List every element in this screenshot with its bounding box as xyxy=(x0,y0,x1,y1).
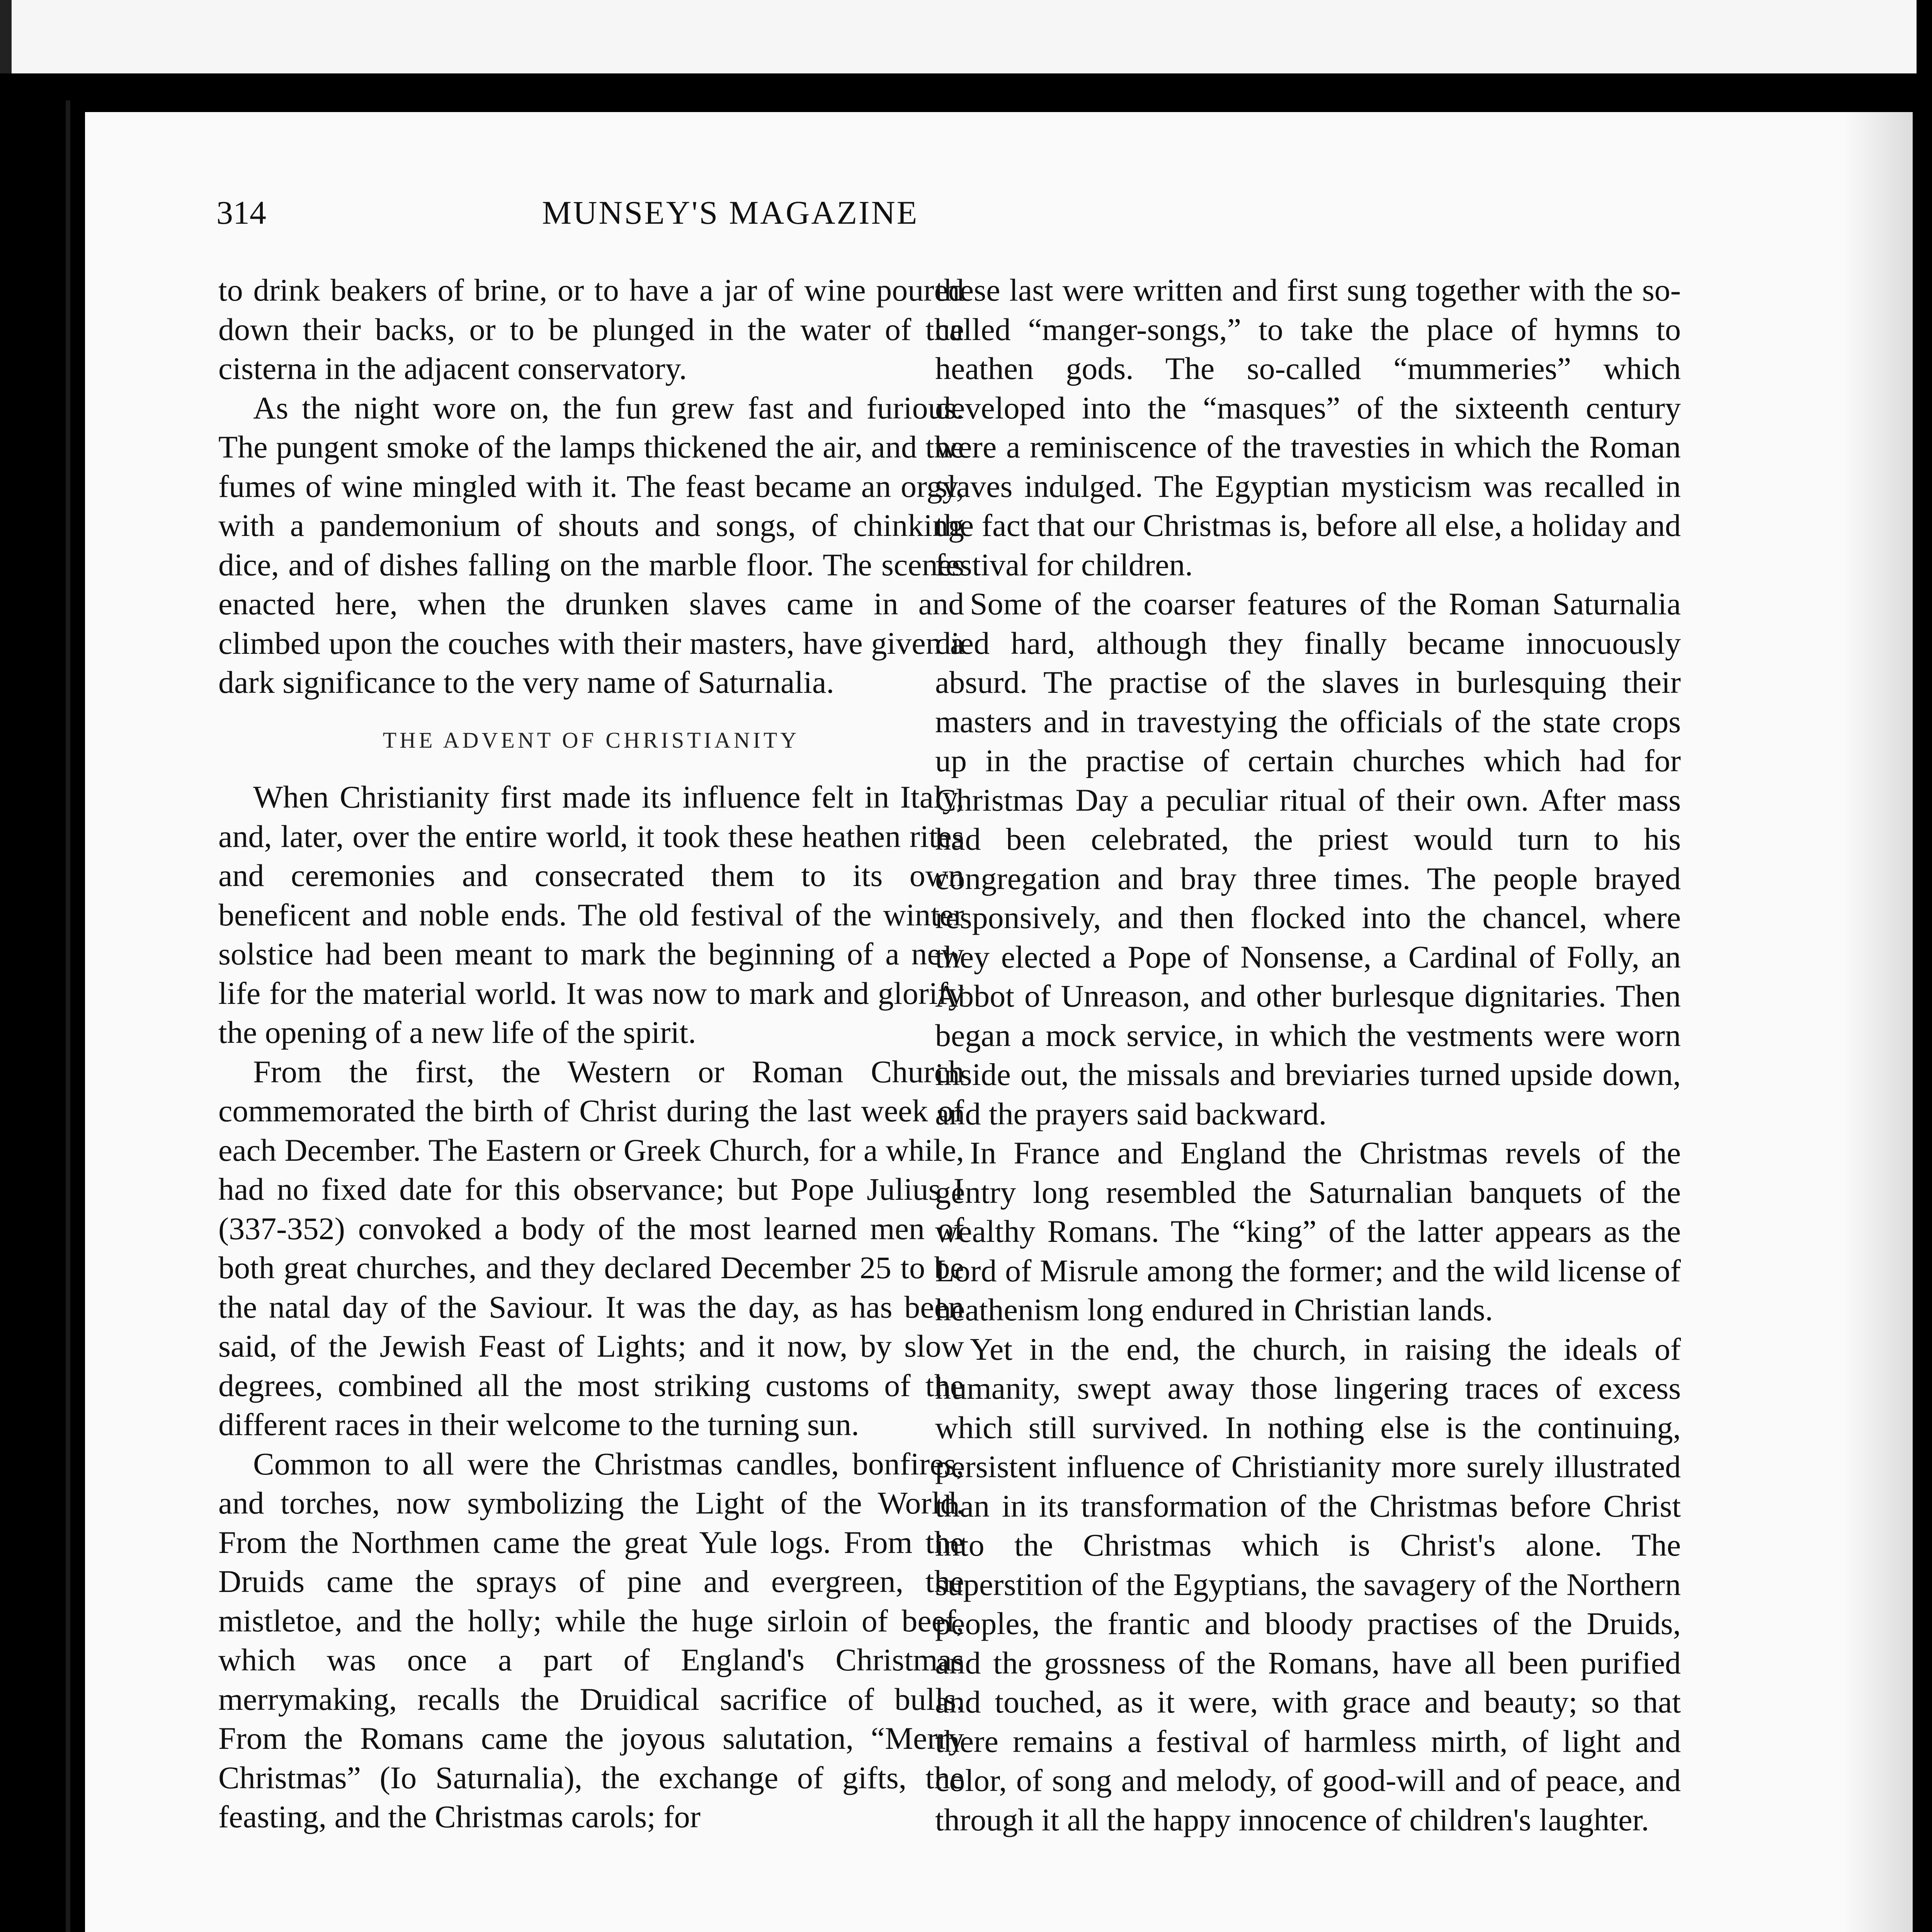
paragraph: As the night wore on, the fun grew fast and furious. The pungent smoke of the lamps thickened the air, and the fumes of wine mingled with it. The feast became an orgy, with a pandemonium of shouts and songs, of chinking dice, and of dishes falling on the marble floor. The scenes enacted here, when the drunken slaves came in and climbed upon the couches with their masters, have given a dark significance to the very name of Saturnalia. xyxy=(218,390,964,700)
paragraph: From the first, the Western or Roman Church commemorated the birth of Christ during the last week of each December. The Eastern or Greek Church, for a while, had no fixed date for this observance; but Pope Julius I (337-352) convoked a body of the most learned men of both great churches, and they declared December 25 to be the natal day of the Saviour. It was the day, as has been said, of the Jewish Feast of Lights; and it now, by slow degrees, combined all the most striking customs of the different races in their welcome to the turning sun. xyxy=(218,1054,964,1442)
paragraph: Common to all were the Christmas candles, bonfires, and torches, now symbolizing the Light of the World. From the Northmen came the great Yule logs. From the Druids came the sprays of pine and evergreen, the mistletoe, and the holly; while the huge sirloin of beef, which was once a part of England's Christmas merrymaking, recalls the Druidical sacrifice of bulls. From the Romans came the joyous salutation, “Merry Christmas” (Io Saturnalia), the exchange of gifts, the feasting, and the Christmas carols; for xyxy=(218,1446,964,1834)
paragraph: In France and England the Christmas revels of the gentry long resembled the Saturnalian banquets of the wealthy Romans. The “king” of the latter appears as the Lord of Misrule among the former; and the wild license of heathenism long endured in Christian lands. xyxy=(935,1135,1681,1327)
paragraph: these last were written and first sung together with the so-called “manger-songs,” to take the place of hymns to heathen gods. The so-called “mummeries” which developed into the “masques” of the sixteenth century were a reminiscence of the travesties in which the Roman slaves indulged. The Egyptian mysticism was recalled in the fact that our Christmas is, before all else, a holiday and festival for children. xyxy=(935,272,1681,582)
page-header xyxy=(216,193,1244,240)
section-heading: THE ADVENT OF CHRISTIANITY xyxy=(383,727,800,753)
spine-shadow xyxy=(1843,112,1913,1932)
paragraph: to drink beakers of brine, or to have a jar of wine poured down their backs, or to be plunged in the water of the cisterna in the adjacent conservatory. xyxy=(218,272,964,386)
right-column xyxy=(935,270,1681,1839)
running-title: MUNSEY'S MAGAZINE xyxy=(542,194,919,231)
left-column xyxy=(218,270,964,1837)
binding-edge xyxy=(66,100,70,1932)
paragraph: When Christianity first made its influence felt in Italy, and, later, over the entire world, it took these heathen rites and ceremonies and consecrated them to its own beneficent and noble ends. The old festival of the winter solstice had been meant to mark the beginning of a new life for the material world. It was now to mark and glorify the opening of a new life of the spirit. xyxy=(218,779,964,1050)
top-page-edge xyxy=(0,0,12,73)
paragraph: Some of the coarser features of the Roman Saturnalia died hard, although they finally became innocuously absurd. The practise of the slaves in burlesquing their masters and in travestying the officials of the state crops up in the practise of certain churches which had for Christmas Day a peculiar ritual of their own. After mass had been celebrated, the priest would turn to his congregation and bray three times. The people brayed responsively, and then flocked into the chancel, where they elected a Pope of Nonsense, a Cardinal of Folly, an Abbot of Unreason, and other burlesque dignitaries. Then began a mock service, in which the vestments were worn inside out, the missals and breviaries turned upside down, and the prayers said backward. xyxy=(935,586,1681,1131)
top-page-strip xyxy=(0,0,1917,73)
page-number: 314 xyxy=(216,194,266,231)
paragraph: Yet in the end, the church, in raising the ideals of humanity, swept away those lingering traces of excess which still survived. In nothing else is the continuing, persistent influence of Christianity more surely illustrated than in its transformation of the Christmas before Christ into the Christmas which is Christ's alone. The superstition of the Egyptians, the savagery of the Northern peoples, the frantic and bloody practises of the Druids, and the grossness of the Romans, have all been purified and touched, as it were, with grace and beauty; so that there remains a festival of harmless mirth, of light and color, of song and melody, of good-will and of peace, and through it all the happy innocence of children's laughter. xyxy=(935,1331,1681,1837)
